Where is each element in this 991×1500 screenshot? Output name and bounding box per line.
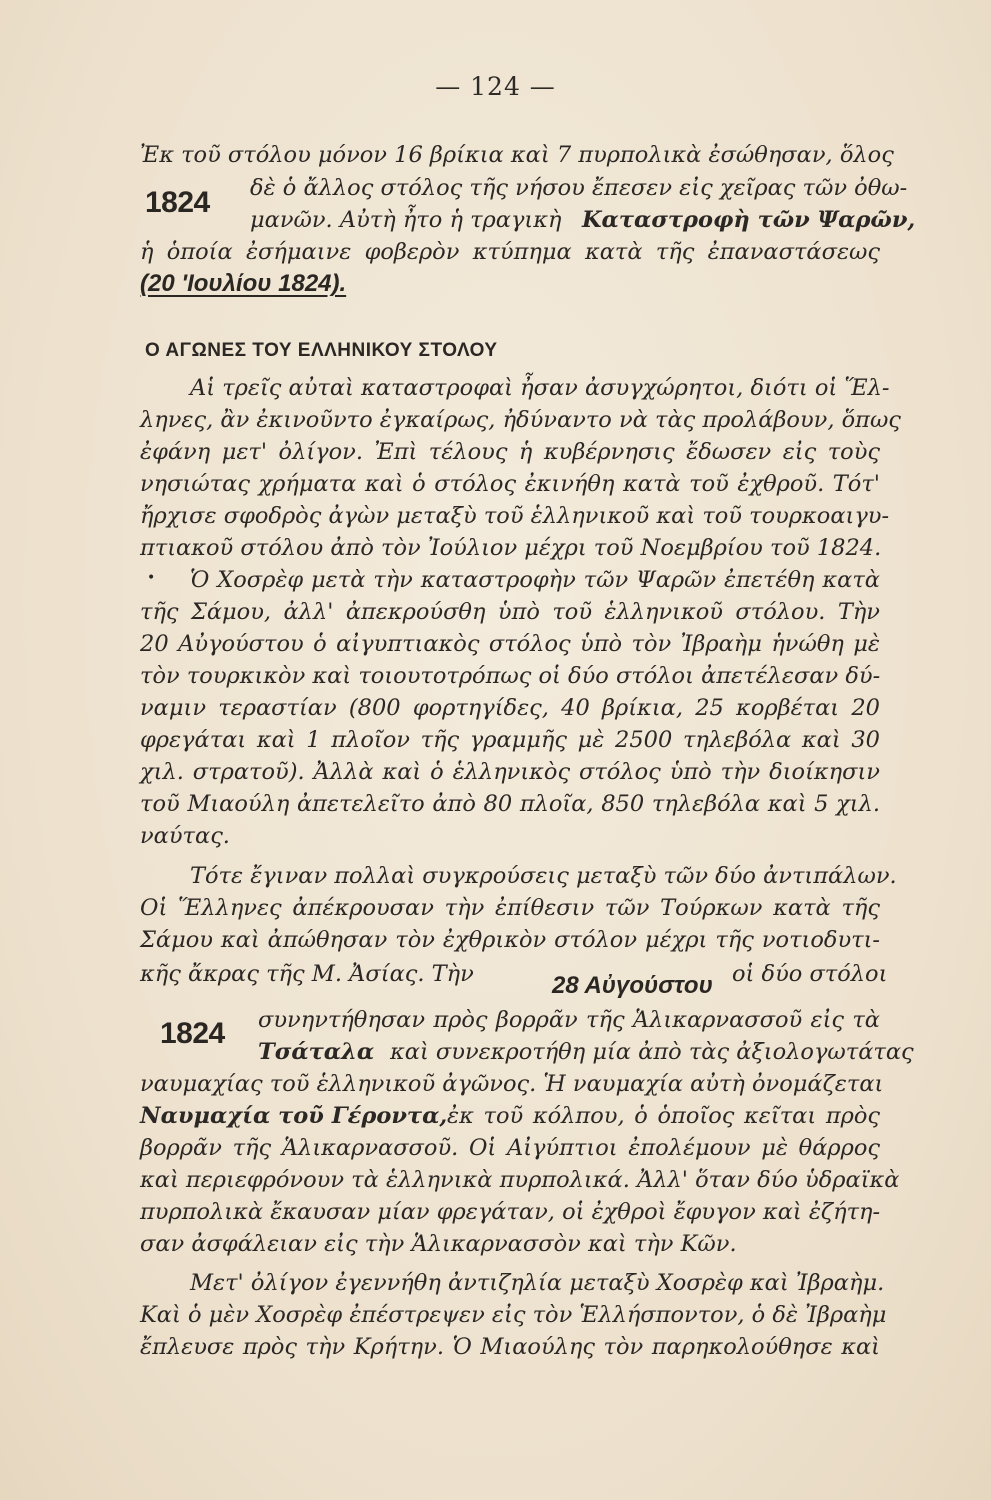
text-line: ληνες, ἂν ἐκινοῦντο ἐγκαίρως, ἠδύναντο νὰ τὰς προλάβουν, ὅπως bbox=[140, 407, 901, 433]
text-line: Αἱ τρεῖς αὐταὶ καταστροφαὶ ἦσαν ἀσυγχώρητοι, διότι οἱ Ἕλ- bbox=[190, 375, 890, 401]
text-line: τοῦ Μιαούλη ἀπετελεῖτο ἀπὸ 80 πλοῖα, 850 τηλεβόλα καὶ 5 χιλ. bbox=[140, 791, 880, 817]
text-line: δὲ ὁ ἄλλος στόλος τῆς νήσου ἔπεσεν εἰς χεῖρας τῶν ὀθω- bbox=[250, 175, 908, 201]
text-line: ἤρχισε σφοδρὸς ἀγὼν μεταξὺ τοῦ ἑλληνικοῦ καὶ τοῦ τουρκοαιγυ- bbox=[140, 503, 890, 529]
text-line: νησιώτας χρήματα καὶ ὁ στόλος ἐκινήθη κατὰ τοῦ ἐχθροῦ. Τότ' bbox=[140, 471, 880, 497]
text-line-emphasis: Τσάταλα bbox=[258, 1039, 375, 1065]
text-line: οἱ δύο στόλοι bbox=[732, 961, 888, 987]
text-line: μανῶν. Αὐτὴ ἦτο ἡ τραγικὴ bbox=[250, 207, 562, 233]
text-line: χιλ. στρατοῦ). Ἀλλὰ καὶ ὁ ἑλληνικὸς στόλος ὑπὸ τὴν διοίκησιν bbox=[140, 759, 880, 785]
text-line: ναυμαχίας τοῦ ἑλληνικοῦ ἀγῶνος. Ἡ ναυμαχία αὐτὴ ὀνομάζεται bbox=[140, 1071, 884, 1097]
page-number: — 124 — bbox=[435, 72, 556, 101]
date-reference: 28 Αὐγούστου bbox=[552, 972, 713, 999]
bullet-mark: • bbox=[147, 570, 156, 586]
text-line: συνηντήθησαν πρὸς βορρᾶν τῆς Ἁλικαρνασσοῦ εἰς τὰ bbox=[258, 1007, 880, 1033]
text-line: πτιακοῦ στόλου ἀπὸ τὸν Ἰούλιον μέχρι τοῦ Νοεμβρίου τοῦ 1824. bbox=[140, 535, 882, 561]
text-line: Καὶ ὁ μὲν Χοσρὲφ ἐπέστρεψεν εἰς τὸν Ἑλλήσποντον, ὁ δὲ Ἰβραὴμ bbox=[140, 1302, 887, 1328]
text-line: ἐφάνη μετ' ὀλίγον. Ἐπὶ τέλους ἡ κυβέρνησις ἔδωσεν εἰς τοὺς bbox=[140, 439, 880, 465]
text-line: τὸν τουρκικὸν καὶ τοιουτοτρόπως οἱ δύο στόλοι ἀπετέλεσαν δύ- bbox=[140, 663, 881, 689]
text-line: ἡ ὁποία ἐσήμαινε φοβερὸν κτύπημα κατὰ τῆς ἐπαναστάσεως bbox=[140, 239, 880, 265]
text-line: καὶ συνεκροτήθη μία ἀπὸ τὰς ἀξιολογωτάτας bbox=[390, 1039, 914, 1065]
margin-year: 1824 bbox=[145, 186, 210, 219]
text-line: σαν ἀσφάλειαν εἰς τὴν Ἁλικαρνασσὸν καὶ τὴν Κῶν. bbox=[140, 1231, 737, 1257]
margin-year: 1824 bbox=[160, 1017, 225, 1050]
section-heading: Ο ΑΓΩΝΕΣ ΤΟΥ ΕΛΛΗΝΙΚΟΥ ΣΤΟΛΟΥ bbox=[145, 340, 498, 361]
text-line: Ἐκ τοῦ στόλου μόνον 16 βρίκια καὶ 7 πυρπολικὰ ἐσώθησαν, ὅλος bbox=[140, 142, 894, 168]
text-line: καὶ περιεφρόνουν τὰ ἑλληνικὰ πυρπολικά. Ἀλλ' ὅταν δύο ὑδραϊκὰ bbox=[140, 1167, 900, 1193]
text-line: ναύτας. bbox=[140, 823, 230, 849]
text-line-emphasis: Ναυμαχία τοῦ Γέροντα, bbox=[140, 1103, 448, 1129]
text-line: ἔπλευσε πρὸς τὴν Κρήτην. Ὁ Μιαούλης τὸν παρηκολούθησε καὶ bbox=[140, 1334, 880, 1360]
text-line: βορρᾶν τῆς Ἁλικαρνασσοῦ. Οἱ Αἰγύπτιοι ἐπολέμουν μὲ θάρρος bbox=[140, 1135, 880, 1161]
text-line: φρεγάται καὶ 1 πλοῖον τῆς γραμμῆς μὲ 2500 τηλεβόλα καὶ 30 bbox=[140, 727, 880, 753]
text-line: κῆς ἄκρας τῆς Μ. Ἀσίας. Τὴν bbox=[140, 961, 474, 987]
text-line: Τότε ἔγιναν πολλαὶ συγκρούσεις μεταξὺ τῶν δύο ἀντιπάλων. bbox=[190, 863, 897, 889]
text-line: Οἱ Ἕλληνες ἀπέκρουσαν τὴν ἐπίθεσιν τῶν Τούρκων κατὰ τῆς bbox=[140, 895, 880, 921]
date-reference: (20 'Ιουλίου 1824). bbox=[140, 270, 347, 297]
text-line: πυρπολικὰ ἔκαυσαν μίαν φρεγάταν, οἱ ἐχθροὶ ἔφυγον καὶ ἐζήτη- bbox=[140, 1199, 881, 1225]
text-line: Σάμου καὶ ἀπώθησαν τὸν ἐχθρικὸν στόλον μέχρι τῆς νοτιοδυτι- bbox=[140, 927, 880, 953]
text-line: 20 Αὐγούστου ὁ αἰγυπτιακὸς στόλος ὑπὸ τὸν Ἰβραὴμ ἡνώθη μὲ bbox=[140, 631, 880, 657]
text-line: Ὁ Χοσρὲφ μετὰ τὴν καταστροφὴν τῶν Ψαρῶν ἐπετέθη κατὰ bbox=[190, 567, 880, 593]
text-line: Μετ' ὀλίγον ἐγεννήθη ἀντιζηλία μεταξὺ Χοσρὲφ καὶ Ἰβραὴμ. bbox=[190, 1270, 885, 1296]
text-line-emphasis: Καταστροφὴ τῶν Ψαρῶν, bbox=[582, 207, 916, 233]
text-line: ναμιν τεραστίαν (800 φορτηγίδες, 40 βρίκια, 25 κορβέται 20 bbox=[140, 695, 880, 721]
text-line: τῆς Σάμου, ἀλλ' ἀπεκρούσθη ὑπὸ τοῦ ἑλληνικοῦ στόλου. Τὴν bbox=[140, 599, 880, 625]
text-line: ἐκ τοῦ κόλπου, ὁ ὁποῖος κεῖται πρὸς bbox=[447, 1103, 880, 1129]
